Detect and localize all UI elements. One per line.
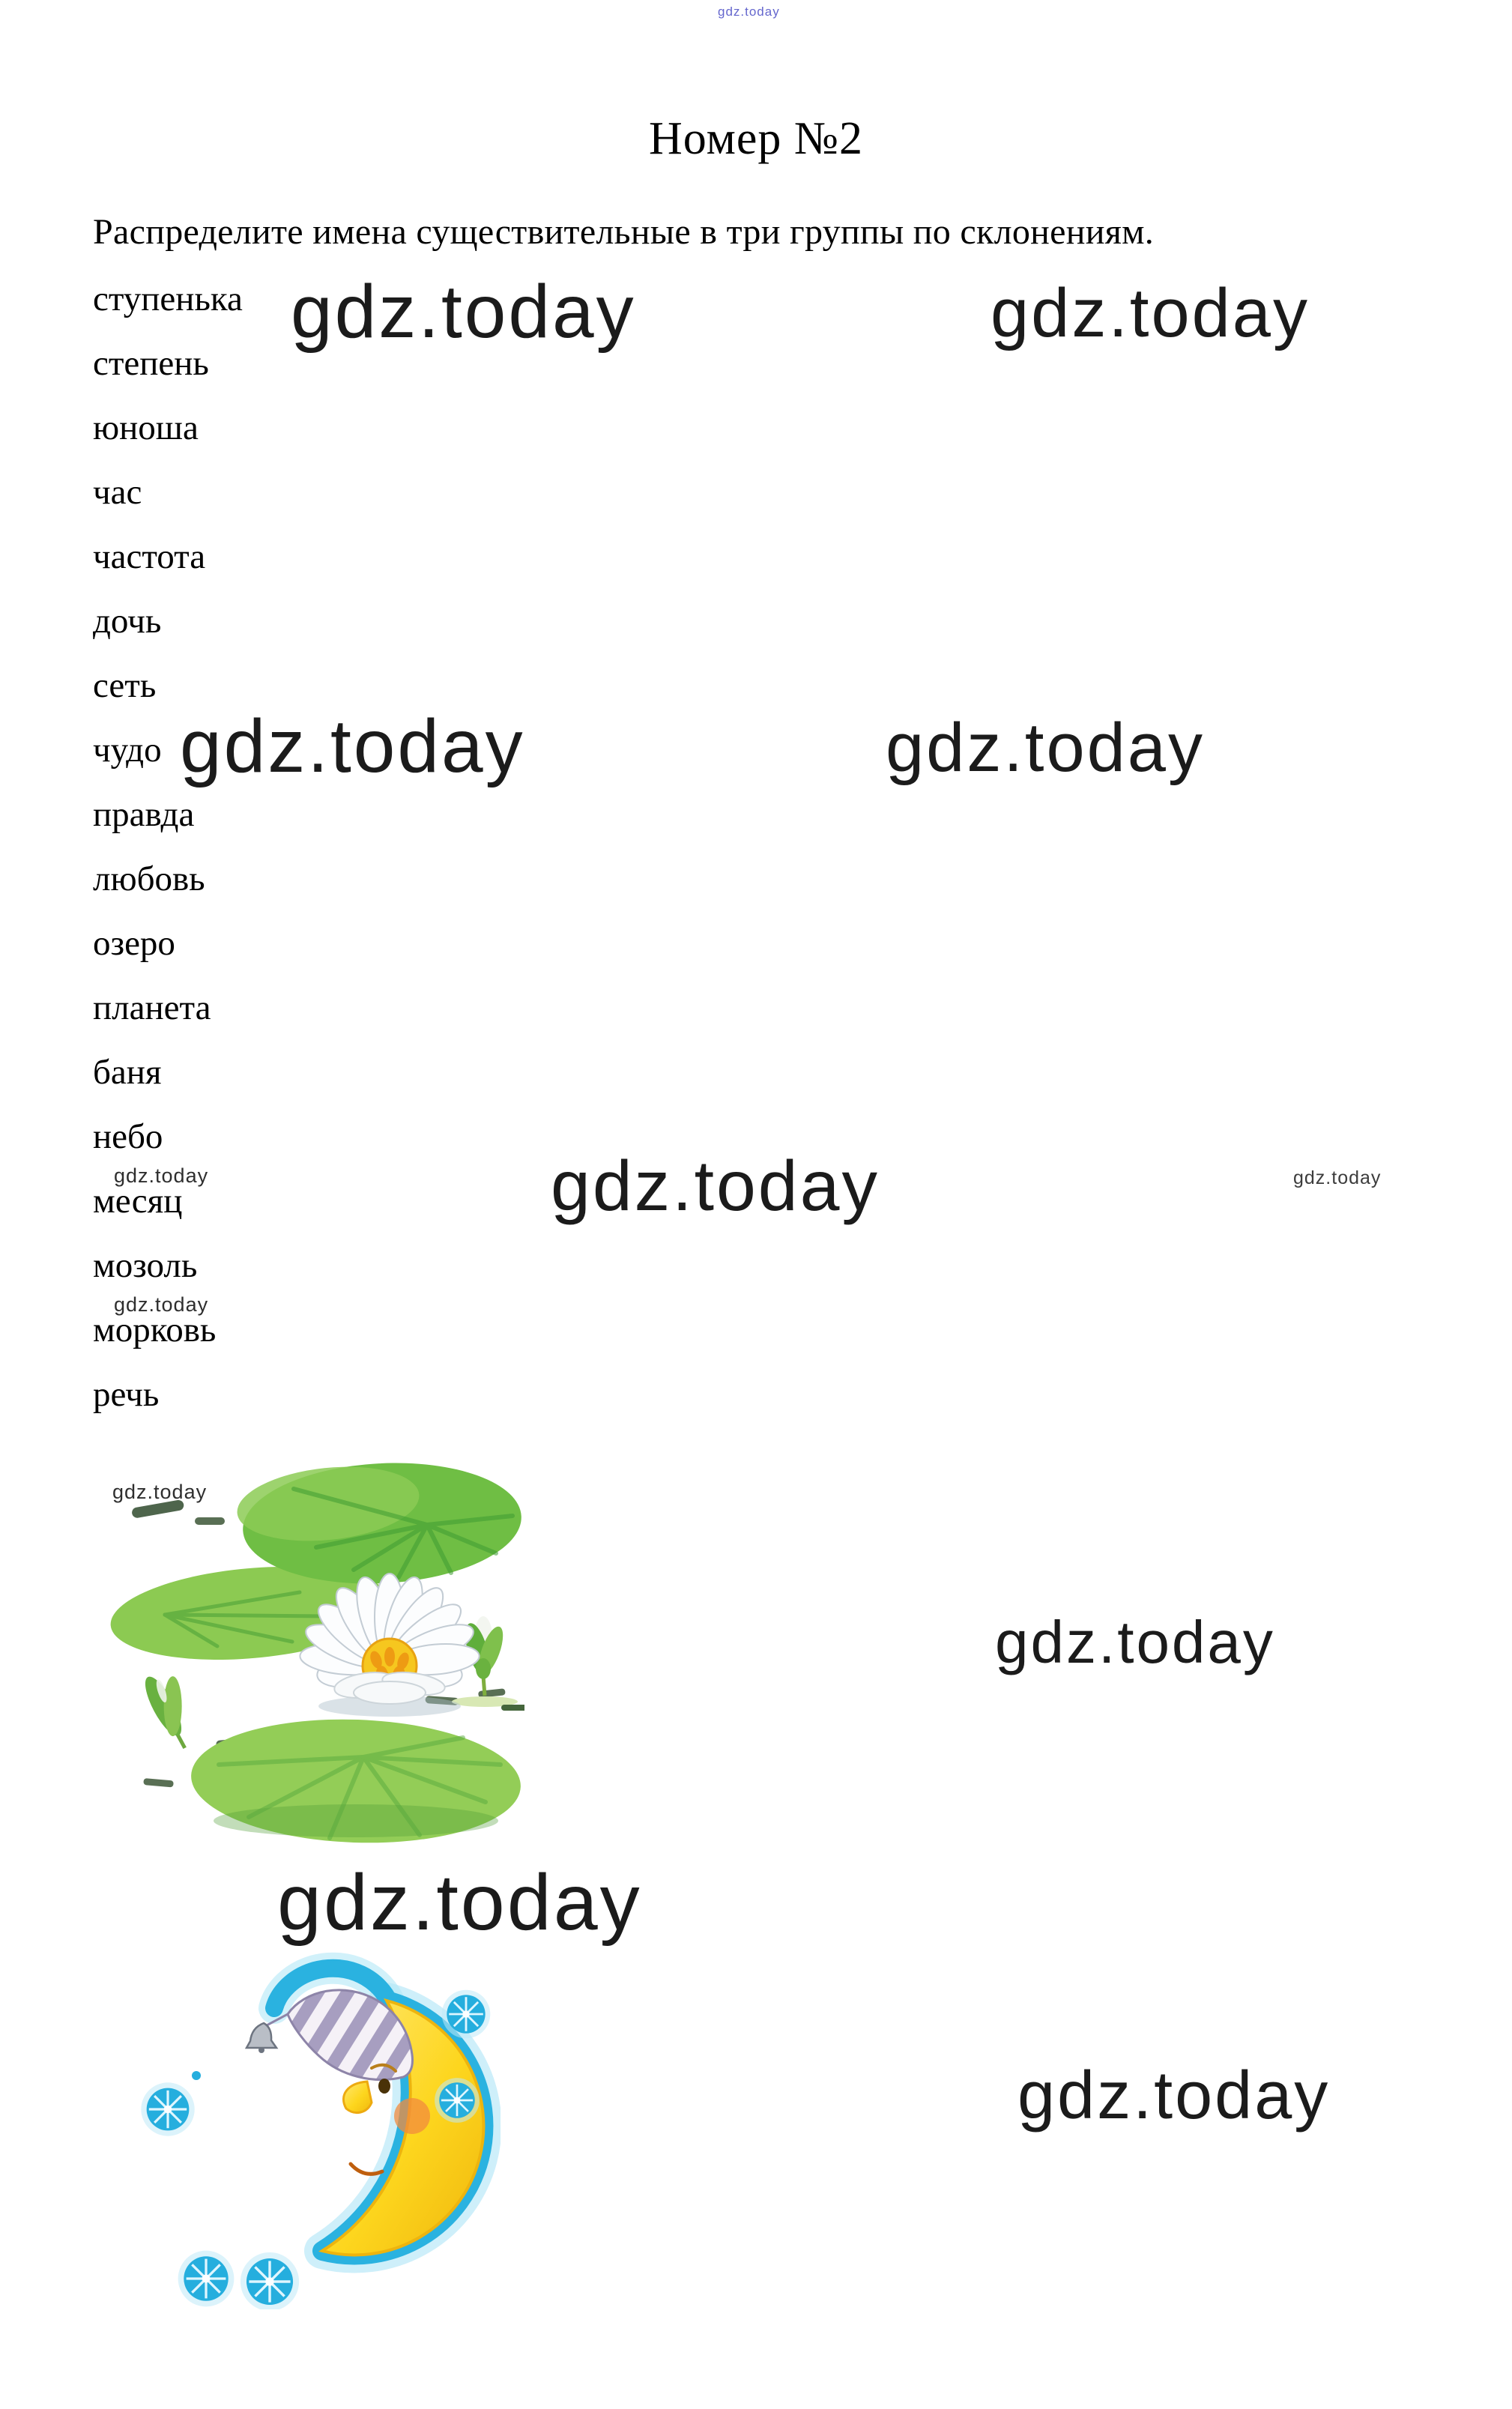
word-item: планета xyxy=(93,988,211,1027)
watermark-large-5: gdz.today xyxy=(551,1146,880,1226)
watermark-small-3: gdz.today xyxy=(112,1481,208,1503)
moon-cheek xyxy=(394,2098,430,2134)
word-item: частота xyxy=(93,537,206,576)
water-lily-illustration xyxy=(105,1442,524,1851)
lily-pad-bottom xyxy=(189,1714,522,1848)
watermark-small-2: gdz.today xyxy=(114,1293,209,1316)
word-item: дочь xyxy=(93,602,162,641)
word-item: мозоль xyxy=(93,1246,198,1285)
word-item: степень xyxy=(93,344,209,383)
watermark-large-7: gdz.today xyxy=(277,1858,642,1947)
task-instruction: Распределите имена существительные в три группы по склонениям. xyxy=(93,212,1155,252)
word-item: морковь xyxy=(93,1311,217,1349)
crescent-moon-illustration xyxy=(126,1942,501,2309)
watermark-top-tiny: gdz.today xyxy=(718,4,780,19)
word-item: озеро xyxy=(93,924,175,963)
word-item: ступенька xyxy=(93,279,243,318)
word-list xyxy=(93,267,243,1427)
page-title: Номер №2 xyxy=(648,113,863,164)
watermark-large-8: gdz.today xyxy=(1017,2058,1331,2133)
word-item: речь xyxy=(93,1375,160,1414)
watermark-small-4: gdz.today xyxy=(1293,1167,1382,1188)
watermark-large-1: gdz.today xyxy=(291,270,636,354)
word-item: юноша xyxy=(93,408,199,447)
watermark-large-2: gdz.today xyxy=(991,275,1310,351)
lily-bud-left xyxy=(137,1665,203,1755)
watermark-small-1: gdz.today xyxy=(114,1164,209,1187)
watermark-large-3: gdz.today xyxy=(180,704,525,788)
watermark-large-6: gdz.today xyxy=(995,1609,1275,1675)
word-item: сеть xyxy=(93,666,157,705)
watermark-large-4: gdz.today xyxy=(886,710,1205,786)
word-item: баня xyxy=(93,1053,162,1092)
small-star-dot xyxy=(192,2071,201,2080)
word-item: небо xyxy=(93,1117,163,1156)
word-item: правда xyxy=(93,795,195,834)
word-item: час xyxy=(93,473,142,512)
word-item: любовь xyxy=(93,859,205,898)
moon-nose xyxy=(343,2082,372,2113)
word-item: месяц xyxy=(93,1182,183,1221)
word-item: чудо xyxy=(93,731,162,770)
moon-eye xyxy=(378,2079,390,2094)
bell-icon xyxy=(247,2023,276,2053)
